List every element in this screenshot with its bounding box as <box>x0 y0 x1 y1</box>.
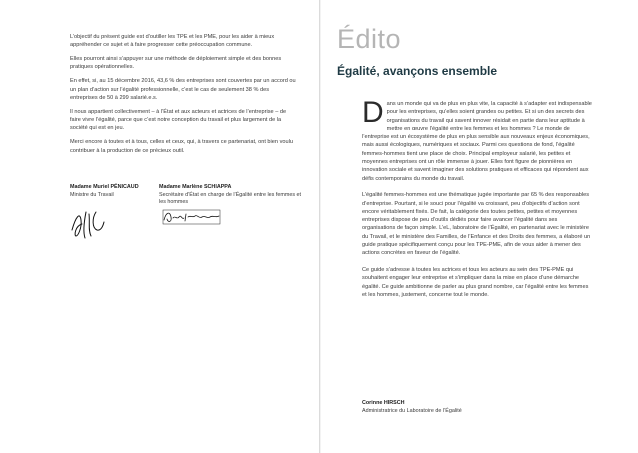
author-name: Corinne HIRSCH <box>362 400 405 406</box>
page-fold-shadow <box>319 0 321 453</box>
signatures-area <box>70 184 310 264</box>
signatory-role: Secrétaire d’État en charge de l’Égalité entre les femmes et les hommes <box>159 191 302 206</box>
signatory-penicaud <box>70 184 150 199</box>
editorial-paragraph: L’égalité femmes-hommes est une thématique jugée importante par 65 % des responsables d’entreprise. Pourtant, si le souci pour l’égalité va croissant, peu d’objectifs d’action sont encore véritablement fixés. De fait, la catégorie des toutes petites, petites et moyennes entreprises dispose de peu d’outils dédiés pour faire avancer l’égalité dans ses organisations de façon simple. L’eL, laboratoire de l’Égalité, en partenariat avec le ministère du Travail, et le ministère des Familles, de l’Enfance et des Droits des femmes, a élaboré un guide pratique spécifiquement conçu pour les TPE-PME, afin de vous aider à mener des actions concrètes en faveur de l’égalité. <box>362 192 591 257</box>
drop-cap: D <box>362 96 384 129</box>
left-paragraph: En effet, si, au 15 décembre 2016, 43,6 % des entreprises sont couvertes par un accord ou un plan d’action sur l’égalité professionnelle, c’est le cas de seulement 38 % des entreprises de 50 à 299 salarié.e.s. <box>70 78 296 101</box>
signatory-name: Madame Marlène SCHIAPPA <box>159 184 232 190</box>
left-paragraph: Merci encore à toutes et à tous, celles et ceux, qui, à travers ce partenariat, ont bien voulu contribuer à la production de ce précieux outil. <box>70 139 293 154</box>
author-role: Administratrice du Laboratoire de l’Égalité <box>362 407 462 414</box>
handwritten-signature-schiappa <box>162 208 222 226</box>
editorial-paragraph-text: ans un monde qui va de plus en plus vite, la capacité à s’adapter est indispensable pour les entreprises, qu’elles soient grandes ou petites. Et si un des secrets des organisations du travail qui savent innover résidait en partie dans leur aptitude à mettre en œuvre l’égalité entre les femmes et les hommes ? Le monde de l’entreprise est un écosystème de plus en plus sensible aux nouveaux enjeux économiques, mais aussi écologiques, numériques et sociaux. Parmi ces questions de fond, l’égalité femmes-hommes tient une place de choix. Principal employeur salarié, les petites et moyennes entreprises ont un rôle immense à jouer. Elles font figure de pionnières en innovation sociale et savent imaginer des solutions pratiques et efficaces qui répondent aux défis contemporains du monde du travail. <box>362 101 592 182</box>
handwritten-signature-penicaud <box>68 206 108 242</box>
left-paragraph: L’objectif du présent guide est d’outiller les TPE et les PME, pour les aider à mieux appréhender ce sujet et à faire progresser cette préoccupation commune. <box>70 34 275 49</box>
signatory-schiappa <box>159 184 309 207</box>
author-signature-block <box>362 400 592 415</box>
left-paragraph: Elles pourront ainsi s’appuyer sur une méthode de déploiement simple et des bonnes pratiques opérationnelles. <box>70 56 282 71</box>
editorial-text <box>362 96 592 307</box>
left-page-text <box>70 33 298 161</box>
signatory-name: Madame Muriel PÉNICAUD <box>70 184 139 190</box>
editorial-paragraph <box>362 96 592 183</box>
page-title: Édito <box>337 24 402 54</box>
left-paragraph: Il nous appartient collectivement – à l’État et aux acteurs et actrices de l’entreprise – de faire vivre l’égalité, parce que c’est notre conception du travail et plus largement de la société qui est en jeu. <box>70 108 287 132</box>
editorial-paragraph: Ce guide s’adresse à toutes les actrices et tous les acteurs au sein des TPE-PME qui souhaitent engager leur entreprise et s’impliquer dans la mise en place d’une démarche égalité. Ce guide ambitionne de parler au plus grand nombre, car l’égalité entre les femmes et les hommes, justement, concerne tout le monde. <box>362 266 589 298</box>
signatory-role: Ministre du Travail <box>70 191 114 198</box>
page-subtitle: Égalité, avançons ensemble <box>337 64 498 78</box>
